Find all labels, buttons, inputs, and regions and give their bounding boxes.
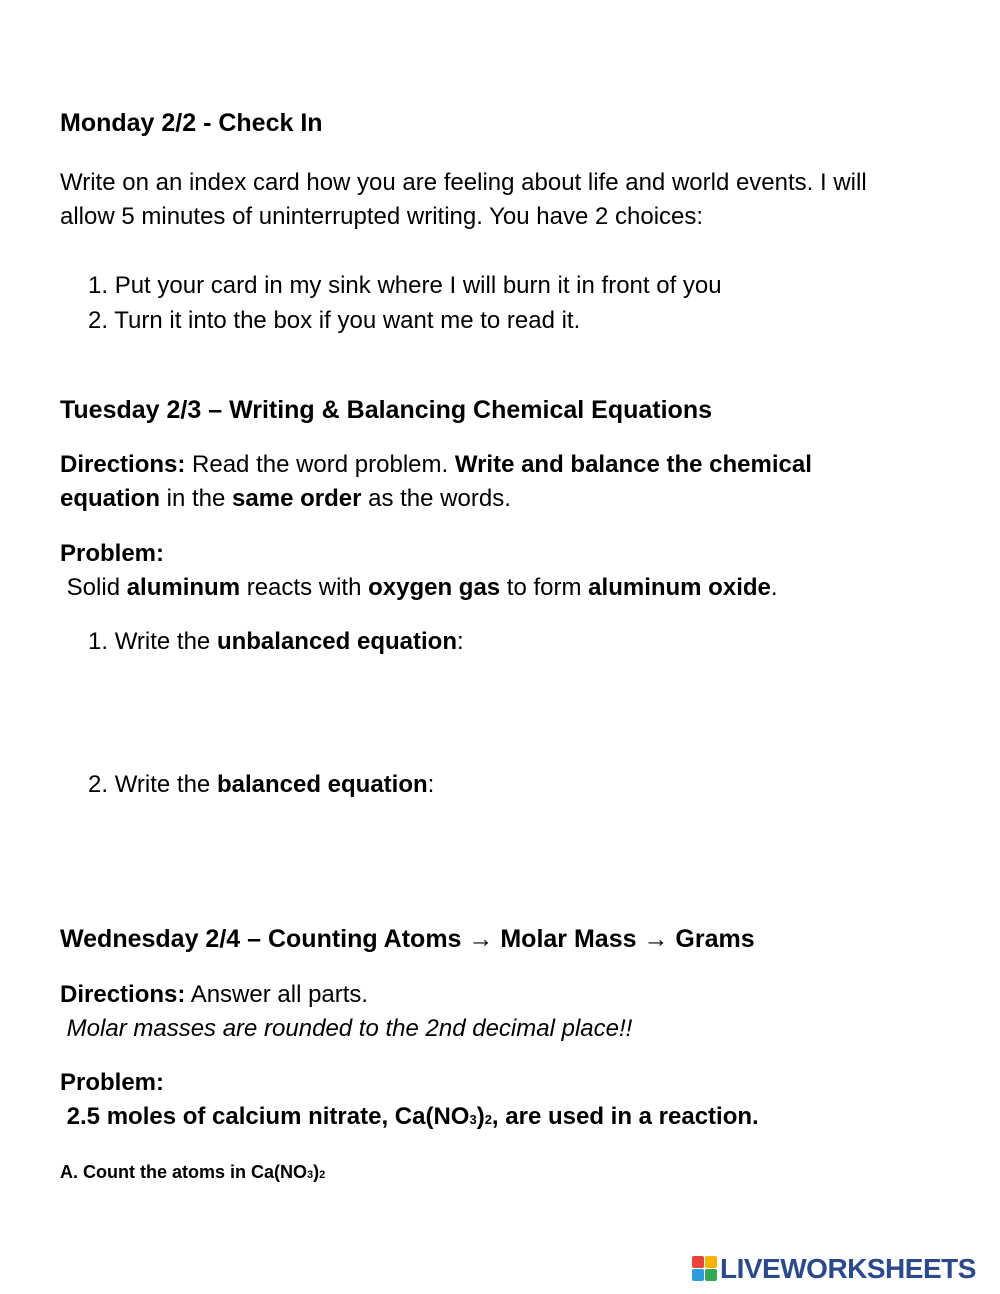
problem-emphasis: oxygen gas [368, 574, 501, 601]
subscript: 3 [469, 1112, 477, 1127]
tuesday-problem-label [60, 537, 164, 571]
problem-text: reacts with [240, 574, 369, 601]
step-text: : [456, 628, 464, 655]
problem-text: , are used in a reaction. [491, 1103, 759, 1130]
tuesday-step-1 [88, 625, 464, 659]
problem-label: Problem: [60, 540, 165, 567]
wednesday-problem-label [60, 1066, 164, 1100]
tuesday-directions-line-1 [60, 448, 812, 482]
problem-text: . [770, 574, 778, 601]
directions-text: as the words. [361, 485, 511, 512]
step-text: Write the [114, 628, 217, 655]
wednesday-directions [60, 978, 368, 1012]
directions-text: Read the word problem. [185, 451, 455, 478]
problem-emphasis: aluminum oxide [588, 574, 771, 601]
directions-label: Directions: [60, 981, 186, 1008]
tuesday-step-2 [88, 768, 434, 802]
subscript: 2 [484, 1112, 492, 1127]
problem-label: Problem: [60, 1069, 165, 1096]
problem-emphasis: aluminum [126, 574, 241, 601]
subscript: 2 [319, 1169, 326, 1181]
step-text: : [427, 771, 435, 798]
directions-text: in the [160, 485, 233, 512]
problem-text: Solid [60, 574, 127, 601]
choice-number: 2. [88, 307, 109, 334]
monday-heading: Monday 2/2 - Check In [60, 109, 323, 137]
monday-intro-line-2: allow 5 minutes of uninterrupted writing. You have 2 choices: [60, 203, 704, 230]
subscript: 3 [307, 1169, 314, 1181]
choice-text: Turn it into the box if you want me to read it. [114, 307, 581, 334]
monday-choice-1 [88, 269, 722, 303]
step-emphasis: unbalanced equation [216, 628, 457, 655]
choice-text: Put your card in my sink where I will burn it in front of you [114, 272, 722, 299]
wednesday-part-a [60, 1160, 325, 1187]
liveworksheets-logo [692, 1254, 976, 1284]
tuesday-problem-text [60, 571, 778, 605]
directions-label: Directions: [60, 451, 186, 478]
step-emphasis: balanced equation [216, 771, 428, 798]
monday-choice-2 [88, 304, 580, 338]
tuesday-heading: Tuesday 2/3 – Writing & Balancing Chemical Equations [60, 396, 713, 424]
directions-text: Answer all parts. [185, 981, 369, 1008]
problem-text: ) [476, 1103, 485, 1130]
directions-emphasis: Write and balance the chemical [454, 451, 812, 478]
problem-text: 2.5 moles of calcium nitrate, Ca(NO [60, 1103, 470, 1130]
directions-emphasis: equation [60, 485, 160, 512]
monday-intro-line-1: Write on an index card how you are feeling about life and world events. I will [60, 169, 867, 196]
liveworksheets-logo-icon [692, 1256, 718, 1282]
directions-emphasis: same order [232, 485, 362, 512]
tuesday-directions-line-2 [60, 482, 511, 516]
liveworksheets-logo-text: LIVEWORKSHEETS [720, 1253, 976, 1284]
part-text: A. Count the atoms in Ca(NO [60, 1162, 307, 1182]
step-number: 1. [88, 628, 109, 655]
wednesday-problem-text [60, 1100, 759, 1137]
step-number: 2. [88, 771, 109, 798]
wednesday-note: Molar masses are rounded to the 2nd decimal place!! [60, 1015, 633, 1042]
part-text: ) [313, 1162, 320, 1182]
problem-text: to form [500, 574, 589, 601]
step-text: Write the [114, 771, 217, 798]
wednesday-heading: Wednesday 2/4 – Counting Atoms → Molar Mass → Grams [60, 925, 755, 953]
choice-number: 1. [88, 272, 109, 299]
